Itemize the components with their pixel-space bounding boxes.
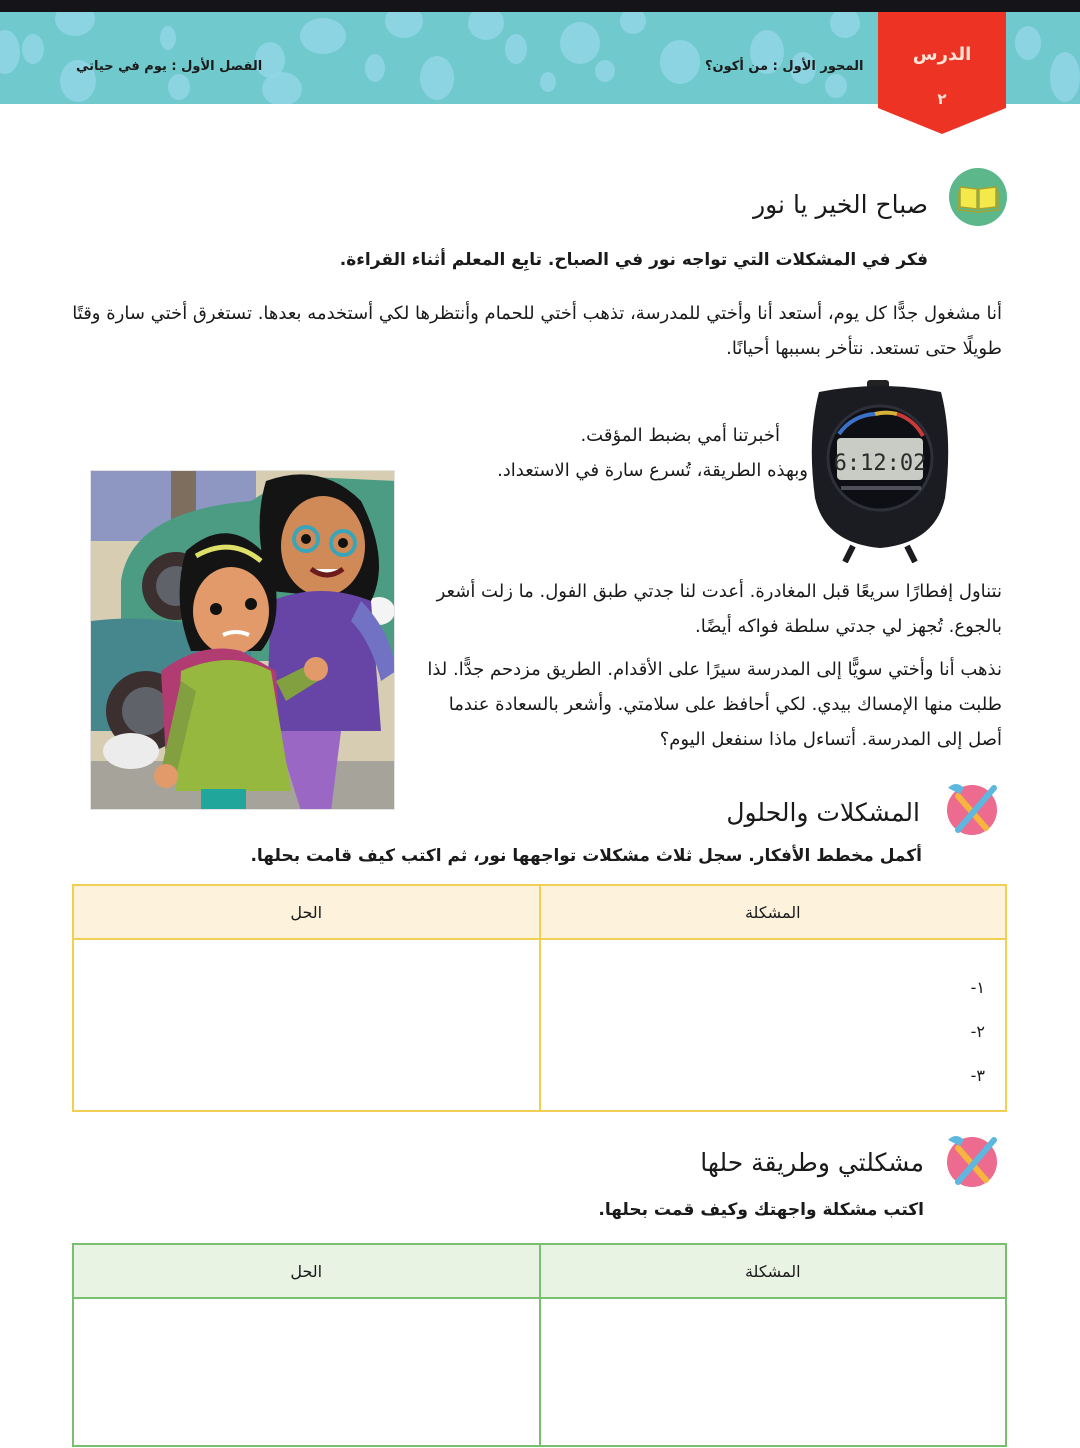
column-solution: الحل: [73, 1244, 540, 1298]
problem-item-3: ٣-: [970, 1066, 985, 1085]
problem-item-2: ٢-: [970, 1022, 985, 1041]
lesson-number: ٢: [937, 90, 947, 108]
paragraph-2: نتناول إفطارًا سريعًا قبل المغادرة. أعدت لنا جدتي طبق الفول. ما زلت أشعر بالجوع. تُجهز لي جدتي سلطة فواكه أيضًا.: [436, 581, 1002, 637]
my-problem-cell[interactable]: [540, 1298, 1007, 1446]
lesson-label: الدرس: [912, 44, 972, 65]
my-problem-instruction: اكتب مشكلة واجهتك وكيف قمت بحلها.: [598, 1200, 924, 1220]
stopwatch-display: 6:12:02: [833, 451, 927, 476]
paragraph-1: أنا مشغول جدًّا كل يوم، أستعد أنا وأختي للمدرسة، تذهب أختي للحمام وأنتظرها لكي أستخدمه بعدها. تستغرق أختي سارة وقتًا طويلًا حتى تستعد. نتأخر بسببها أحيانًا.: [72, 303, 1002, 359]
paintbrush-icon: [942, 1130, 1002, 1190]
my-problem-table: [72, 1243, 1007, 1447]
top-strip: [0, 0, 1080, 12]
timer-line-1: أخبرتنا أمي بضبط المؤقت.: [580, 425, 780, 446]
timer-line-2: وبهذه الطريقة، تُسرع سارة في الاستعداد.: [497, 460, 808, 481]
chapter-title: الفصل الأول : يوم في حياتي: [76, 59, 263, 74]
reading-instruction: فكر في المشكلات التي تواجه نور في الصباح. تابِع المعلم أثناء القراءة.: [339, 250, 928, 270]
book-icon: [948, 167, 1008, 227]
my-problem-title: مشكلتي وطريقة حلها: [700, 1148, 924, 1177]
problem-cell[interactable]: [540, 939, 1007, 1111]
problems-solutions-table: [72, 884, 1007, 1112]
column-problem: المشكلة: [540, 885, 1007, 939]
paragraph-3: نذهب أنا وأختي سويًّا إلى المدرسة سيرًا على الأقدام. الطريق مزدحم جدًّا. لذا طلبت منها الإمساك بيدي. لكي أحافظ على سلامتي. وأشعر بالسعادة عندما أصل إلى المدرسة. أتساءل ماذا سنفعل اليوم؟: [427, 659, 1002, 750]
column-problem: المشكلة: [540, 1244, 1007, 1298]
my-solution-cell[interactable]: [73, 1298, 540, 1446]
girls-illustration: [90, 470, 395, 810]
solution-cell[interactable]: [73, 939, 540, 1111]
axis-title: المحور الأول : من أكون؟: [705, 59, 864, 74]
paintbrush-icon: [942, 778, 1002, 838]
stopwatch-image: [805, 378, 955, 563]
lesson-badge: [878, 12, 1006, 134]
problem-item-1: ١-: [970, 978, 985, 997]
column-solution: الحل: [73, 885, 540, 939]
reading-title: صباح الخير يا نور: [753, 190, 928, 219]
problems-title: المشكلات والحلول: [726, 798, 920, 827]
problems-instruction: أكمل مخطط الأفكار. سجل ثلاث مشكلات تواجهها نور، ثم اكتب كيف قامت بحلها.: [250, 846, 922, 866]
